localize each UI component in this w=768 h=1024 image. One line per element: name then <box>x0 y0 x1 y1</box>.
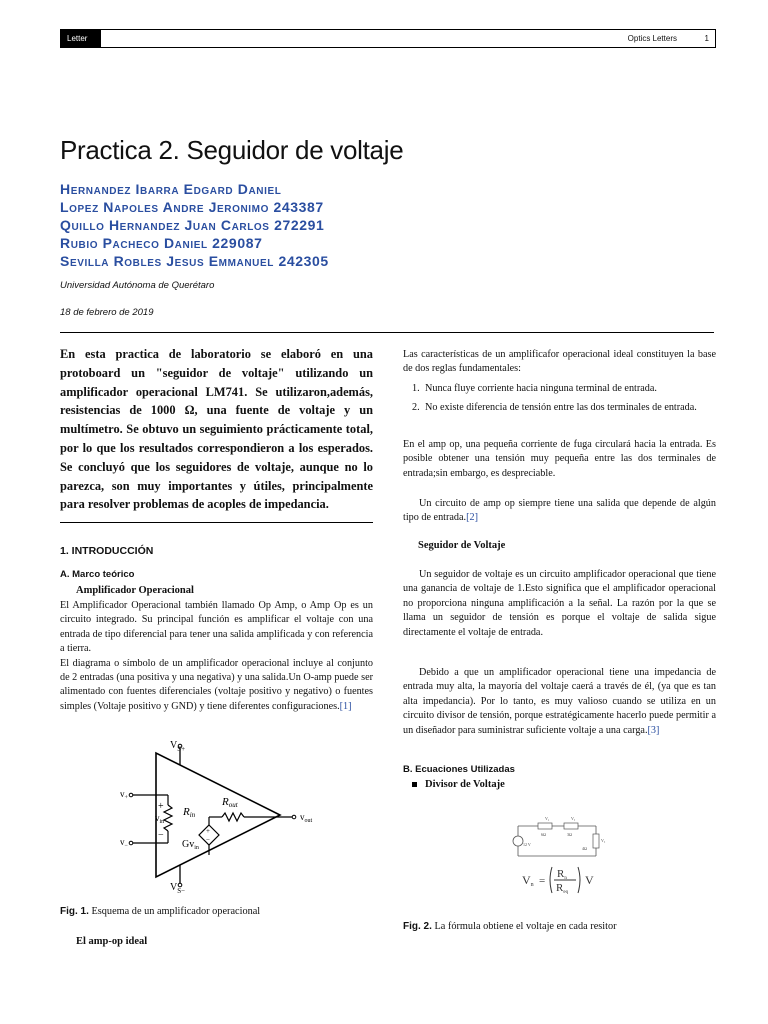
follower-paragraph: Un seguidor de voltaje es un circuito amplificador operacional que tiene una ganancia de voltaje de 1.Esto significa que el amplificador operacional no proporciona ninguna amplificación a la señal. La razón por la que se llama un seguidor de tensión es porque el voltaje de salida sigue directamente el voltaje de entrada. <box>403 569 716 638</box>
gvin-label: $Gv_{in}$ <box>182 839 199 851</box>
leak-paragraph: En el amp op, una pequeña corriente de fuga circulará hacia la entrada. Es posible obtener una tensión muy pequeña entre las dos terminales de entrada;sin embargo, es despreciable. <box>403 439 716 479</box>
figure-2-label: Fig. 2. <box>403 921 432 932</box>
vs-minus-label: $V_{S-}$ <box>170 882 186 895</box>
r1-label: 6Ω <box>541 832 546 837</box>
list-item: 2. No existe diferencia de tensión entre las dos terminales de entrada. <box>412 402 697 414</box>
citation-link[interactable]: [1] <box>339 700 352 712</box>
figure-1-label: Fig. 1. <box>60 906 89 917</box>
article-type-tag: Letter <box>61 30 101 47</box>
v-plus-label: $v_+$ <box>120 789 128 801</box>
svg-text:+: + <box>206 827 210 835</box>
bullet-item-divisor: Divisor de Voltaje <box>412 779 505 790</box>
figure-opamp-schematic <box>110 735 330 895</box>
figure-2-caption: Fig. 2. La fórmula obtiene el voltaje en cada resitor <box>403 921 617 932</box>
subsection-heading-ecuaciones: B. Ecuaciones Utilizadas <box>403 764 515 775</box>
minus-sign: − <box>158 830 164 841</box>
intro-body <box>60 599 373 714</box>
affiliation: Universidad Autónoma de Querétaro <box>60 280 215 291</box>
plus-sign: + <box>158 801 164 812</box>
author: Sevilla Robles Jesus Emmanuel 242305 <box>60 253 329 269</box>
publication-date: 18 de febrero de 2019 <box>60 307 154 318</box>
journal-name: Optics Letters <box>627 34 677 43</box>
page-number: 1 <box>704 34 709 43</box>
abstract-divider <box>60 522 373 523</box>
svg-text:−: − <box>206 836 210 844</box>
formula-rn: Rn <box>557 868 567 881</box>
v2-label: V₂ <box>571 816 576 821</box>
paragraph: El diagrama o símbolo de un amplificador operacional incluye al conjunto de 2 entradas (una positiva y una negativa) y una salida.Un O-amp puede ser alimentado con fuentes diferenciales (voltaje positivo y negativo) o fuentes simples (Voltaje positivo y GND) y tiene diferentes configuraciones.[1] <box>60 657 373 712</box>
paragraph: El Amplificador Operacional también llamado Op Amp, o Amp Op es un circuito integrado. Su principal función es amplificar el voltaje con una entrada de tipo diferencial para tener una salida amplificada y con referencia a tierra. <box>60 600 373 655</box>
bullet-icon <box>412 782 417 787</box>
author: Rubio Pacheco Daniel 229087 <box>60 235 263 251</box>
author-list <box>60 180 329 270</box>
rin-label: Rin <box>183 806 196 819</box>
abstract: En esta practica de laboratorio se elaboró en una protoboard un "seguidor de voltaje" utilizando un amplificador operacional LM741. Se utilizaron,además, resistencias de 1000 Ω, una fuente de voltaje y un multímetro. Se obtuvo un seguimiento prácticamente total, por lo que los resultados correspondieron a los esperados. Se concluyó que los seguidores de voltaje, aunque no lo parezca, son muy importantes y útiles, principalmente para resolver problemas de acoples de impedancia. <box>60 347 373 512</box>
r2-label: 3Ω <box>567 832 572 837</box>
list-item: 1. Nunca fluye corriente hacia ninguna terminal de entrada. <box>412 383 657 394</box>
subsection-heading-marco: A. Marco teórico <box>60 569 135 580</box>
formula-req: Req <box>556 882 569 895</box>
header-divider <box>60 332 714 333</box>
citation-link[interactable]: [2] <box>466 512 478 524</box>
v3-label: V₃ <box>601 838 606 843</box>
v-minus-label: $v_-$ <box>120 837 128 849</box>
ideal-intro: Las características de un amplificafor operacional ideal constituyen la base de dos reglas fundamentales: <box>403 349 716 375</box>
figure-1-caption: Fig. 1. Esquema de un amplificador operacional <box>60 906 261 917</box>
author: Quillo Hernandez Juan Carlos 272291 <box>60 217 325 233</box>
rules-list <box>403 382 716 421</box>
author: Hernandez Ibarra Edgard Daniel <box>60 181 282 197</box>
v1-label: V₁ <box>545 816 550 821</box>
vs-plus-label: $V_{S+}$ <box>170 740 186 753</box>
formula-v: V <box>585 873 594 887</box>
running-header <box>60 29 716 48</box>
citation-link[interactable]: [3] <box>647 724 660 736</box>
paragraph-heading-seguidor: Seguidor de Voltaje <box>418 540 506 551</box>
section-heading-intro: 1. INTRODUCCIÓN <box>60 545 154 557</box>
formula-equals: = <box>539 875 546 887</box>
paragraph-heading-amp: Amplificador Operacional <box>76 585 194 596</box>
vout-label: $v_{out}$ <box>300 812 313 824</box>
figure-voltage-divider <box>508 812 618 902</box>
impedance-paragraph: Debido a que un amplificador operacional tiene una impedancia de entrada muy alta, la mayoría del voltaje caerá a través de él, (ya que es tan alta impedancia). Por lo tanto, es muy valioso cuando se utiliza en un circuito divisor de tensión, porque estratégicamente hacerlo puede permitir a un diseñador para suministrar suficiente voltaje a una carga.[3] <box>403 667 716 736</box>
page-title: Practica 2. Seguidor de voltaje <box>60 135 404 165</box>
source-label: 12 V <box>523 842 531 847</box>
vin-label: $v_{in}$ <box>155 813 165 825</box>
paragraph-heading-ideal: El amp-op ideal <box>76 936 148 947</box>
rout-label: Rout <box>222 796 238 809</box>
formula-vn: Vn <box>522 873 534 888</box>
output-paragraph: Un circuito de amp op siempre tiene una salida que depende de algún tipo de entrada.[2] <box>403 498 716 524</box>
author: Lopez Napoles Andre Jeronimo 243387 <box>60 199 324 215</box>
r3-label: 4Ω <box>582 846 587 851</box>
